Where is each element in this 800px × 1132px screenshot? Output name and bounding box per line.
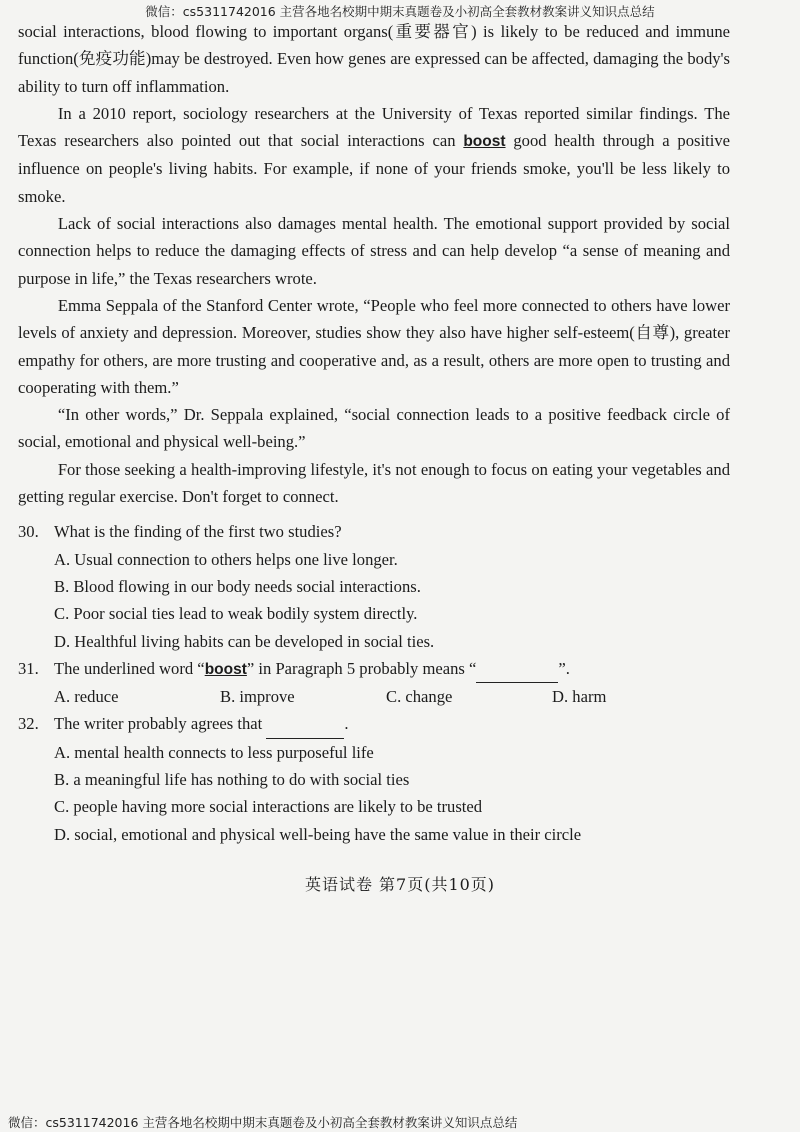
keyword-boost: boost [204,660,247,678]
question-30 [18,518,730,545]
option-32-c: C. people having more social interactions are likely to be trusted [54,797,483,817]
option-32-d: D. social, emotional and physical well-being have the same value in their circle [54,824,582,844]
question-number: 30. [18,522,39,542]
option-30-c: C. Poor social ties lead to weak bodily system directly. [54,604,418,624]
question-32 [18,710,730,738]
option-31-c: C. change [386,687,453,707]
keyword-boost: boost [463,133,506,151]
question-31 [18,655,730,683]
option-31-b: B. improve [220,687,295,707]
paragraph-2 [18,100,730,210]
question-stem: What is the finding of the first two studies? [54,522,342,542]
paragraph-2-part-1: In a 2010 report, sociology researchers at the University of Texas reported similar findings. The Texas researchers also pointed out that social interactions can [18,103,730,151]
watermark-top: 微信：cs5311742016 主营各地名校期中期末真题卷及小初高全套教材教案讲义知识点总结 [145,4,655,19]
question-stem: The writer probably agrees that [54,714,263,734]
question-stem-part-1: The underlined word “ [54,658,205,678]
question-stem-part-2: ” in Paragraph 5 probably means “ [246,658,477,678]
question-stem-end: . [344,714,349,734]
answer-blank [476,655,558,683]
questions [18,518,730,848]
question-number: 32. [18,714,39,734]
question-number: 31. [18,658,39,678]
paragraph-1: social interactions, blood flowing to important organs(重要器官) is likely to be reduced and immune function(免疫功能)may be destroyed. Even how genes are expressed can be affected, damaging the body's ability to turn off inflammation. [18,22,730,96]
paragraph-6: For those seeking a health-improving lifestyle, it's not enough to focus on eating your vegetables and getting regular exercise. Don't forget to connect. [18,459,730,507]
answer-blank [266,710,344,738]
option-30-b: B. Blood flowing in our body needs social interactions. [54,576,421,596]
paragraph-2-part-2: good health through a positive influence on people's living habits. For example, if none of your friends smoke, you'll be less likely to smoke. [18,131,730,206]
paragraph-3: Lack of social interactions also damages mental health. The emotional support provided by social connection helps to reduce the damaging effects of stress and can help develop “a sense of meaning and purpose in life,” the Texas researchers wrote. [18,214,730,288]
option-30-d: D. Healthful living habits can be developed in social ties. [54,631,435,651]
watermark-bottom: 微信：cs5311742016 主营各地名校期中期末真题卷及小初高全套教材教案讲义知识点总结 [8,1115,518,1130]
option-30-a: A. Usual connection to others helps one live longer. [54,549,398,569]
option-32-a: A. mental health connects to less purposeful life [54,742,374,762]
options-31 [54,683,730,710]
paragraph-5: “In other words,” Dr. Seppala explained, “social connection leads to a positive feedback circle of social, emotional and physical well-being.” [18,405,730,452]
option-32-b: B. a meaningful life has nothing to do with social ties [54,770,410,790]
page-content [18,18,730,848]
paragraph-4: Emma Seppala of the Stanford Center wrote, “People who feel more connected to others have lower levels of anxiety and depression. Moreover, studies show they also have higher self-esteem(自尊), greater empathy for others, are more trusting and cooperative and, as a result, others are more open to trusting and cooperating with them.” [18,295,730,397]
option-31-a: A. reduce [54,687,119,707]
question-stem-part-3: ”. [558,658,570,678]
page-footer: 英语试卷 第7页(共10页) [304,875,496,894]
option-31-d: D. harm [552,687,607,707]
